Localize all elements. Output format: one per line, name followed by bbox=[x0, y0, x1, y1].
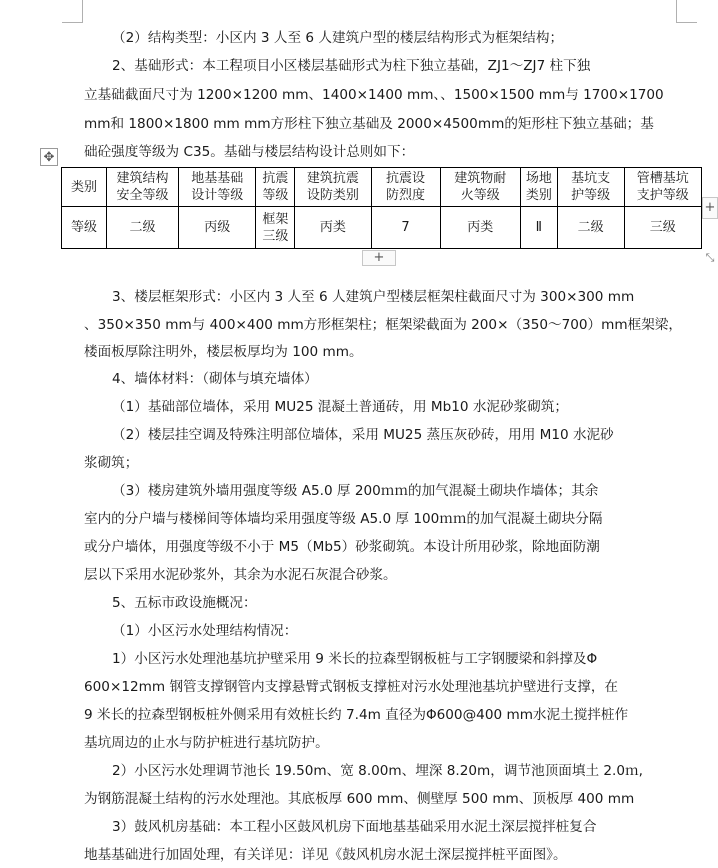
value-cell[interactable]: 丙类 bbox=[440, 207, 521, 249]
paragraph-wall-3d: 层以下采用水泥砂浆外，其余为水泥石灰混合砂浆。 bbox=[84, 567, 397, 583]
header-cell[interactable]: 建筑结构 安全等级 bbox=[106, 168, 178, 207]
add-column-button[interactable]: + bbox=[702, 197, 718, 219]
header-cell[interactable]: 基坑支 护等级 bbox=[557, 168, 624, 207]
paragraph-sewage-2b: 为钢筋混凝土结构的污水处理池。其底板厚 600 mm、侧壁厚 500 mm、顶板厚 400 mm bbox=[84, 791, 635, 807]
header-cell[interactable]: 地基基础 设计等级 bbox=[179, 168, 256, 207]
add-row-button[interactable]: + bbox=[362, 250, 396, 266]
paragraph-wall-3b: 室内的分户墙与楼梯间等体墙均采用强度等级 A5.0 厚 100ｍｍ的加气混凝土砌块分隔 bbox=[84, 511, 603, 527]
paragraph-wall-3c: 或分户墙体，用强度等级不小于 M5（Mb5）砂浆砌筑。本设计所用砂浆，除地面防潮 bbox=[84, 539, 600, 555]
header-cell[interactable]: 抗震 等级 bbox=[256, 168, 295, 207]
paragraph-sewage-3a: 3）鼓风机房基础：本工程小区鼓风机房下面地基基础采用水泥土深层搅拌桩复合 bbox=[112, 819, 597, 835]
value-cell[interactable]: 丙级 bbox=[179, 207, 256, 249]
value-cell[interactable]: 框架 三级 bbox=[256, 207, 295, 249]
paragraph-structure-type: （2）结构类型：小区内 3 人至 6 人建筑户型的楼层结构形式为框架结构； bbox=[112, 30, 564, 46]
paragraph-wall-2b: 浆砌筑； bbox=[84, 455, 139, 471]
header-cell[interactable]: 建筑抗震 设防类别 bbox=[295, 168, 371, 207]
header-cell[interactable]: 建筑物耐 火等级 bbox=[440, 168, 521, 207]
paragraph-frame-3: 楼面板厚除注明外，楼层板厚均为 100 mm。 bbox=[84, 344, 363, 360]
table-value-row bbox=[62, 207, 702, 249]
table-move-handle-icon[interactable]: ✥ bbox=[40, 148, 58, 166]
margin-corner-top-left bbox=[62, 0, 83, 23]
value-cell[interactable]: 二级 bbox=[557, 207, 624, 249]
paragraph-foundation-4: 础砼强度等级为 C35。基础与楼层结构设计总则如下： bbox=[84, 144, 415, 160]
header-cell[interactable]: 抗震设 防烈度 bbox=[371, 168, 440, 207]
value-cell[interactable]: 二级 bbox=[106, 207, 178, 249]
paragraph-sewage-1d: 基坑周边的止水与防护桩进行基坑防护。 bbox=[84, 735, 329, 751]
paragraph-municipal: 5、五标市政设施概况： bbox=[112, 595, 257, 611]
paragraph-wall-2a: （2）楼层挂空调及特殊注明部位墙体，采用 MU25 蒸压灰砂砖，用用 M10 水泥砂 bbox=[112, 427, 614, 443]
value-cell[interactable]: 三级 bbox=[624, 207, 701, 249]
paragraph-wall-3a: （3）楼房建筑外墙用强度等级 A5.0 厚 200ｍｍ的加气混凝土砌块作墙体；其余 bbox=[112, 483, 599, 499]
header-cell[interactable]: 管槽基坑 支护等级 bbox=[624, 168, 701, 207]
table-header-row bbox=[62, 168, 702, 207]
paragraph-sewage-2a: 2）小区污水处理调节池长 19.50m、宽 8.00m、埋深 8.20m，调节池顶面填土 2.0ｍ, bbox=[112, 763, 643, 779]
table-resize-icon[interactable]: ⤡ bbox=[705, 251, 715, 264]
paragraph-sewage-3b: 地基基础进行加固处理，有关详见：详见《鼓风机房水泥土深层搅拌桩平面图》。 bbox=[84, 847, 567, 863]
paragraph-sewage-1c: 9 米长的拉森型钢板桩外侧采用有效桩长约 7.4m 直径为Φ600@400 mm水泥土搅拌桩作 bbox=[84, 707, 629, 723]
paragraph-foundation-2: 立基础截面尺寸为 1200×1200 mm、1400×1400 mm、、1500×1500 mm与 1700×1700 bbox=[84, 87, 664, 103]
paragraph-foundation-3: mm和 1800×1800 mm mm方形柱下独立基础及 2000×4500mm的矩形柱下独立基础；基 bbox=[84, 116, 654, 132]
paragraph-wall-material: 4、墙体材料：（砌体与填充墙体） bbox=[112, 371, 318, 387]
paragraph-sewage-1b: 600×12mm 钢管支撑钢管内支撑悬臂式钢板支撑桩对污水处理池基坑护壁进行支撑，在 bbox=[84, 679, 619, 695]
header-cell[interactable]: 场地 类别 bbox=[521, 168, 558, 207]
paragraph-sewage-1a: 1）小区污水处理池基坑护壁采用 9 米长的拉森型钢板桩与工字钢腰梁和斜撑及Φ bbox=[112, 651, 598, 667]
paragraph-frame-2: 、350×350 mm与 400×400 mm方形框架柱；框架梁截面为 200×（350～700）mm框架梁， bbox=[84, 317, 682, 333]
value-cell[interactable]: 丙类 bbox=[295, 207, 371, 249]
value-cell[interactable]: 等级 bbox=[62, 207, 107, 249]
paragraph-frame-1: 3、楼层框架形式：小区内 3 人至 6 人建筑户型楼层框架柱截面尺寸为 300×300 mm bbox=[112, 289, 635, 305]
paragraph-sewage: （1）小区污水处理结构情况： bbox=[112, 623, 298, 639]
value-cell[interactable]: 7 bbox=[371, 207, 440, 249]
margin-corner-top-right bbox=[676, 0, 697, 23]
paragraph-foundation-1: 2、基础形式：本工程项目小区楼层基础形式为柱下独立基础，ZJ1～ZJ7 柱下独 bbox=[112, 58, 591, 74]
value-cell[interactable]: Ⅱ bbox=[521, 207, 558, 249]
header-cell[interactable]: 类别 bbox=[62, 168, 107, 207]
design-spec-table bbox=[61, 167, 702, 249]
paragraph-wall-1: （1）基础部位墙体，采用 MU25 混凝土普通砖，用 Mb10 水泥砂浆砌筑； bbox=[112, 399, 568, 415]
